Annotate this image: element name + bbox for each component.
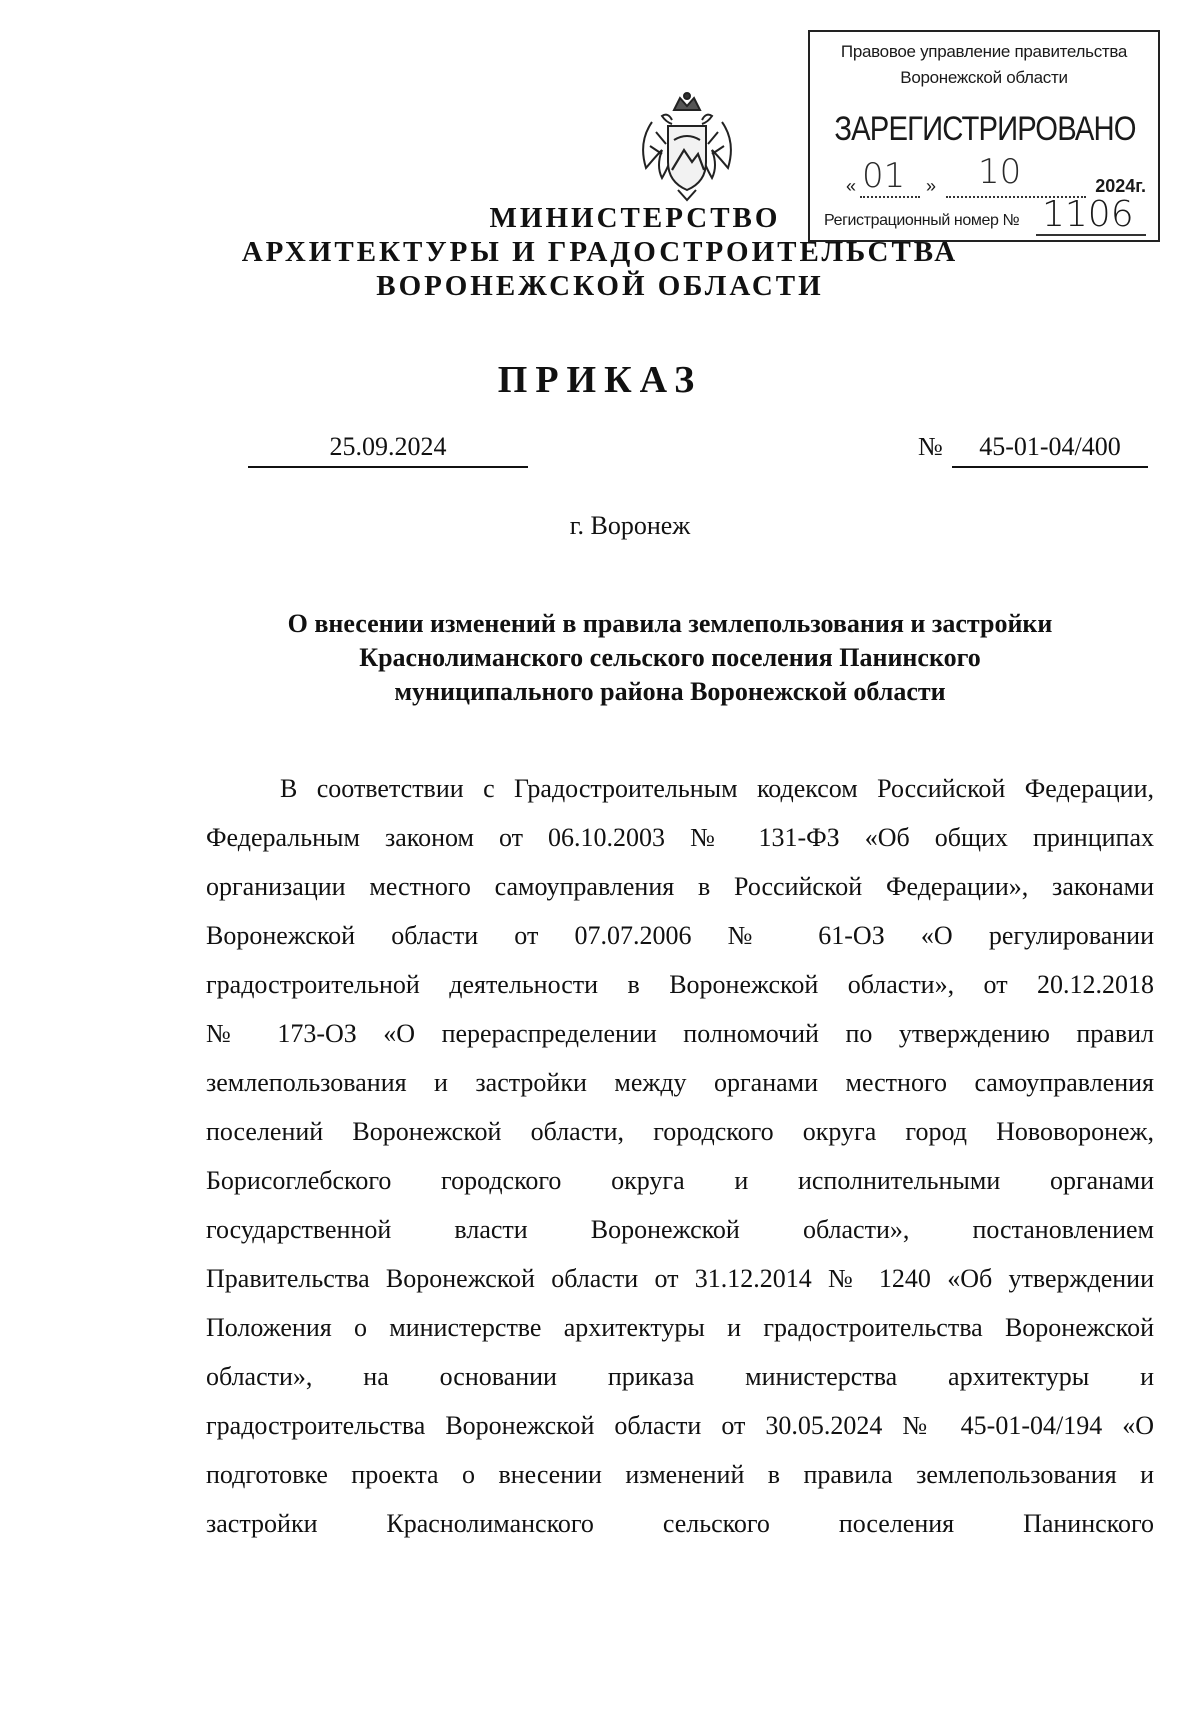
coat-of-arms-icon bbox=[632, 92, 742, 202]
body-line: Борисоглебского городского округа и исполнительными органами bbox=[206, 1166, 1154, 1195]
document-type: ПРИКАЗ bbox=[497, 359, 703, 401]
body-line: Положения о министерстве архитектуры и градостроительства Воронежской bbox=[206, 1313, 1154, 1342]
stamp-org-line1: Правовое управление правительства bbox=[840, 42, 1128, 61]
stamp-month: 10 bbox=[978, 152, 1022, 192]
body-line: Воронежской области от 07.07.2006 № 61-ОЗ «О регулировании bbox=[206, 921, 1154, 950]
body-line: землепользования и застройки между органами местного самоуправления bbox=[206, 1068, 1154, 1097]
body-line: поселений Воронежской области, городского округа город Нововоронеж, bbox=[206, 1117, 1154, 1146]
body-line: В соответствии с Градостроительным кодексом Российской Федерации, bbox=[280, 774, 1154, 803]
order-body bbox=[206, 764, 1154, 1548]
stamp-date bbox=[846, 152, 1146, 198]
ministry-title-line1: МИНИСТЕРСТВО bbox=[489, 202, 781, 234]
subject-line: Краснолиманского сельского поселения Панинского bbox=[359, 643, 981, 672]
body-line: государственной власти Воронежской области», постановлением bbox=[206, 1215, 1154, 1244]
order-date: 25.09.2024 bbox=[248, 432, 528, 468]
order-subject bbox=[240, 607, 1100, 709]
stamp-reg-number: 1106 bbox=[1042, 194, 1134, 235]
ministry-title-line3: ВОРОНЕЖСКОЙ ОБЛАСТИ bbox=[376, 270, 824, 302]
body-line: Федеральным законом от 06.10.2003 № 131-ФЗ «Об общих принципах bbox=[206, 823, 1154, 852]
body-line: застройки Краснолиманского сельского поселения Панинского bbox=[206, 1509, 1154, 1538]
ministry-title-line2: АРХИТЕКТУРЫ И ГРАДОСТРОИТЕЛЬСТВА bbox=[241, 236, 959, 268]
body-line: градостроительства Воронежской области от 30.05.2024 № 45-01-04/194 «О bbox=[206, 1411, 1154, 1440]
body-line: подготовке проекта о внесении изменений в правила землепользования и bbox=[206, 1460, 1154, 1489]
stamp-close-quote: » bbox=[926, 176, 937, 196]
stamp-day: 01 bbox=[862, 156, 906, 196]
stamp-open-quote: « bbox=[846, 176, 857, 196]
order-number: 45-01-04/400 bbox=[952, 432, 1148, 468]
body-line: № 173-ОЗ «О перераспределении полномочий по утверждению правил bbox=[206, 1019, 1154, 1048]
number-sign: № bbox=[918, 432, 943, 461]
stamp-registered-label: ЗАРЕГИСТРИРОВАНО bbox=[834, 110, 1136, 148]
stamp-reg-number-label: Регистрационный номер № bbox=[824, 212, 1020, 229]
stamp-org-line2: Воронежской области bbox=[900, 68, 1068, 87]
subject-line: муниципального района Воронежской области bbox=[394, 677, 946, 706]
subject-line: О внесении изменений в правила землепользования и застройки bbox=[287, 609, 1053, 638]
body-line: организации местного самоуправления в Российской Федерации», законами bbox=[206, 872, 1154, 901]
body-line: области», на основании приказа министерства архитектуры и bbox=[206, 1362, 1154, 1391]
stamp-year: 2024г. bbox=[1095, 176, 1146, 196]
city: г. Воронеж bbox=[569, 511, 691, 540]
body-line: Правительства Воронежской области от 31.12.2014 № 1240 «Об утверждении bbox=[206, 1264, 1154, 1293]
body-line: градостроительной деятельности в Воронежской области», от 20.12.2018 bbox=[206, 970, 1154, 999]
